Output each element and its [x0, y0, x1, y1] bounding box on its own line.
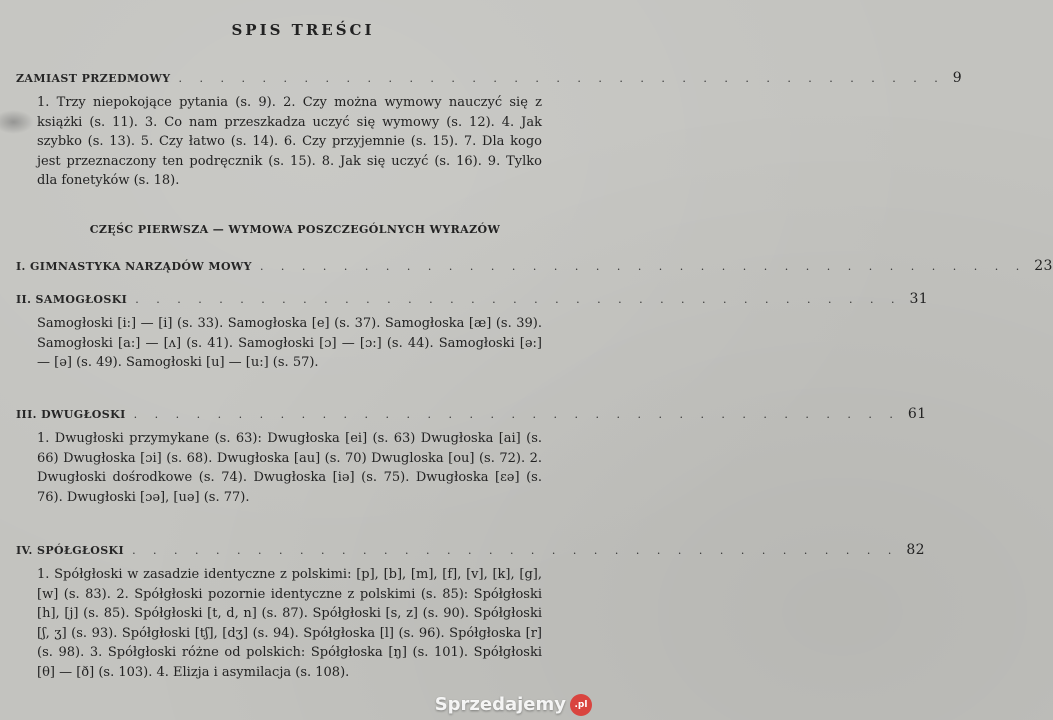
toc-entry-description: 1. Trzy niepokojące pytania (s. 9). 2. Czy można wymowy nauczyć się z książki (s. 11). 3. Co nam przeszkadza uczyć się wymowy (s. 12). 4. Jak szybko (s. 13). 5. Czy łatwo (s. 14). 6. Czy przyjemnie (s. 15). 7. Dla kogo jest przeznaczony ten podręcznik (s. 15). 8. Jak się uczyć (s. 16). 9. Tylko dla fonetyków (s. 18). — [37, 95, 542, 188]
leader-dots: . . . . . . . . . . . . . . . . . . . . . . . . . . . . . . . . . . . . . — [133, 408, 900, 421]
toc-page-number: 82 — [906, 542, 925, 558]
toc-entry-consonants — [16, 541, 925, 682]
toc-entry-head — [16, 290, 929, 308]
toc-entry-head — [16, 69, 963, 87]
leader-dots: . . . . . . . . . . . . . . . . . . . . . . . . . . . . . . . . . . . . . — [178, 72, 945, 85]
leader-dots: . . . . . . . . . . . . . . . . . . . . . . . . . . . . . . . . . . . . . — [132, 544, 899, 557]
leader-dots: . . . . . . . . . . . . . . . . . . . . . . . . . . . . . . . . . . . . . — [135, 293, 902, 306]
page-title: SPIS TREŚCI — [231, 21, 375, 39]
toc-page-number: 23 — [1034, 258, 1053, 274]
toc-entry-label: III. DWUGŁOSKI — [16, 408, 126, 421]
toc-entry-label: I. GIMNASTYKA NARZĄDÓW MOWY — [16, 260, 252, 273]
watermark-badge: .pl — [570, 694, 592, 716]
toc-entry-gymnastics — [16, 257, 1053, 275]
toc-page-number: 31 — [909, 291, 929, 307]
toc-entry-head — [16, 405, 927, 423]
toc-entry-label: II. SAMOGŁOSKI — [16, 293, 128, 306]
watermark-logo: Sprzedajemy — [434, 694, 566, 715]
leader-dots: . . . . . . . . . . . . . . . . . . . . . . . . . . . . . . . . . . . . . — [259, 260, 1027, 273]
part-title: CZĘŚC PIERWSZA — WYMOWA POSZCZEGÓLNYCH WYRAZÓW — [89, 223, 501, 236]
toc-entry-vowels — [16, 290, 929, 373]
toc-entry-description: 1. Dwugłoski przymykane (s. 63): Dwugłoska [ei] (s. 63) Dwugłoska [ai] (s. 66) Dwugłoska [ɔi] (s. 68). Dwugłoska [au] (s. 70) Dwugloska [ou] (s. 72). 2. Dwugłoski dośrodkowe (s. 74). Dwugłoska [iə] (s. 75). Dwugłoska [ɛə] (s. 76). Dwugłoski [ɔə], [uə] (s. 77). — [37, 431, 542, 505]
toc-entry-preface — [16, 69, 963, 191]
toc-page-number: 9 — [952, 70, 963, 86]
toc-page-number: 61 — [907, 406, 927, 422]
toc-entry-diphthongs — [16, 405, 927, 507]
watermark — [435, 694, 592, 716]
toc-entry-head — [16, 257, 1053, 275]
toc-entry-label: IV. SPÓŁGŁOSKI — [16, 544, 125, 557]
toc-entry-head — [16, 541, 925, 559]
toc-entry-label: ZAMIAST PRZEDMOWY — [16, 72, 171, 85]
toc-entry-description: Samogłoski [i:] — [i] (s. 33). Samogłoska [e] (s. 37). Samogłoska [æ] (s. 39). Samogłoski [a:] — [ʌ] (s. 41). Samogłoski [ɔ] — [ɔ:] (s. 44). Samogłoski [ə:] — [ə] (s. 49). Samogłoski [u] — [u:] (s. 57). — [37, 316, 542, 370]
toc-entry-description: 1. Spółgłoski w zasadzie identyczne z polskimi: [p], [b], [m], [f], [v], [k], [g], [w] (s. 83). 2. Spółgłoski pozornie identyczne z polskimi (s. 85): Spółgłoski [h], [j] (s. 85). Spółgłoski [t, d, n] (s. 87). Spółgłoski [s, z] (s. 90). Spółgłoski [ʃ, ʒ] (s. 93). Spółgłoski [tʃ], [dʒ] (s. 94). Spółgłoska [l] (s. 96). Spółgłoska [r] (s. 98). 3. Spółgłoski różne od polskich: Spółgłoska [ŋ] (s. 101). Spółgłoski [θ] — [ð] (s. 103). 4. Elizja i asymilacja (s. 108). — [37, 567, 542, 680]
